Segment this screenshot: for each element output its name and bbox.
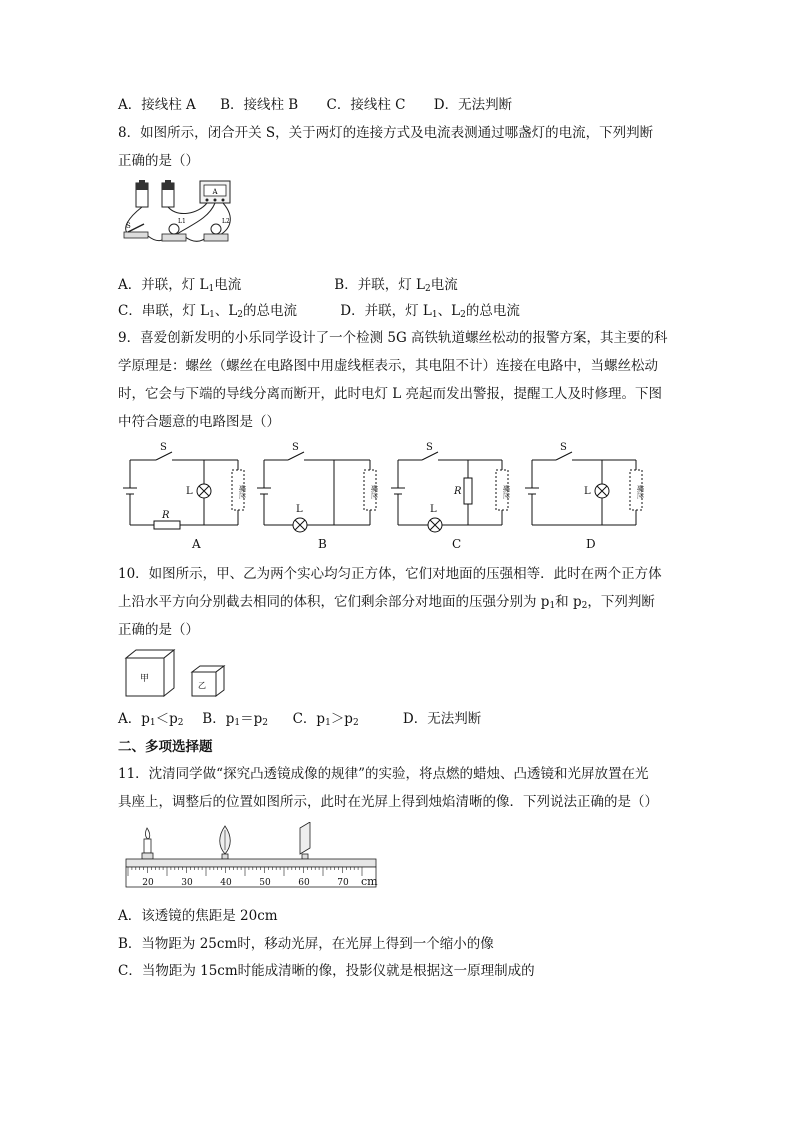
lamp-l2-label: L2 [222,218,230,225]
svg-text:螺丝: 螺丝 [502,485,510,499]
switch-icon [422,452,438,460]
q7-option-d: D．无法判断 [433,97,513,113]
ruler-unit: cm [361,875,378,888]
q9-circuit-diagrams [120,438,660,552]
ammeter-label: A [212,188,218,196]
convex-lens-icon [220,826,231,859]
circuit-b-label: B [318,537,327,551]
ammeter-icon [200,181,230,203]
circuit-a [123,452,244,529]
ruler-tick-label: 50 [259,878,271,888]
svg-text:螺丝: 螺丝 [636,485,644,499]
q7-option-a: A．接线柱 A [118,97,196,113]
cube-yi [192,666,224,696]
ruler-tick-label: 70 [337,878,349,888]
q7-option-c: C．接线柱 C [326,97,406,113]
q10-options [118,709,481,733]
q8-options-row2 [118,301,520,325]
q11-optical-bench-figure [120,822,380,892]
switch-icon [288,452,304,460]
lamp-l1-label: L1 [178,218,186,225]
q9-stem-line3: 时，它会与下端的导线分离而断开，此时电灯 L 亮起而发出警报，提醒工人及时修理。下图 [118,386,663,402]
cube-jia-label: 甲 [140,674,150,684]
svg-text:L: L [296,504,303,515]
svg-text:S: S [560,442,567,453]
q10-stem-line1: 10．如图所示，甲、乙为两个实心均匀正方体，它们对地面的压强相等．此时在两个正方体 [118,566,662,582]
circuit-c-label: C [452,537,462,551]
ruler-tick-label: 20 [142,878,154,888]
q8-option-a: A．并联，灯 $L_1$电流 [118,277,242,294]
section-heading: 二、多项选择题 [118,739,213,755]
switch-label: S [126,222,131,230]
q11-option-a: A．该透镜的焦距是 20cm [118,908,278,924]
battery-icon [136,180,148,207]
q11-stem-line1: 11．沈清同学做“探究凸透镜成像的规律”的实验，将点燃的蜡烛、凸透镜和光屏放置在光 [118,766,649,782]
switch-icon [556,452,572,460]
svg-text:S: S [160,442,167,453]
q7-option-b: B．接线柱 B [220,97,299,113]
q8-stem-line2: 正确的是（） [118,153,199,169]
resistor-icon [464,478,472,504]
q8-option-c: C．串联，灯 $L_1$、$L_2$的总电流 [118,303,298,320]
q10-option-d: D．无法判断 [402,711,482,727]
cube-yi-label: 乙 [198,681,206,690]
light-screen-icon [300,822,310,859]
ruler-tick-label: 40 [220,878,232,888]
q9-stem-line4: 中符合题意的电路图是（） [118,414,280,430]
q10-option-b: B．$p_1=p_2$ [202,711,268,728]
q11-stem-line2: 具座上，调整后的位置如图所示，此时在光屏上得到烛焰清晰的像．下列说法正确的是（） [118,794,658,810]
svg-text:R: R [162,510,170,521]
q10-stem-line3: 正确的是（） [118,622,199,638]
q10-stem-line2: 上沿水平方向分别截去相同的体积，它们剩余部分对地面的压强分别为 $p_1$和 $p_2$，下列判断 [118,594,655,611]
svg-text:S: S [292,442,299,453]
circuit-d-label: D [586,537,596,551]
svg-text:螺丝: 螺丝 [370,485,378,499]
switch-icon [156,452,172,460]
svg-text:螺丝: 螺丝 [238,485,246,499]
q8-stem-line1: 8．如图所示，闭合开关 S，关于两灯的连接方式及电流表测通过哪盏灯的电流，下列判断 [118,125,654,141]
svg-text:L: L [584,486,591,497]
circuit-c [391,452,508,532]
q9-stem-line1: 9．喜爱创新发明的小乐同学设计了一个检测 5G 高铁轨道螺丝松动的报警方案，其主要的科 [118,330,668,346]
svg-text:L: L [186,486,193,497]
svg-text:S: S [426,442,433,453]
candle-icon [142,828,153,859]
q10-option-a: A．$p_1<p_2$ [118,711,184,728]
q8-options-row1 [118,275,458,299]
svg-text:R: R [454,486,462,497]
q8-circuit-figure [118,178,240,248]
circuit-a-label: A [192,537,201,551]
q11-option-b: B．当物距为 25cm时，移动光屏，在光屏上得到一个缩小的像 [118,936,494,952]
lamp-l1-icon [162,218,186,241]
q10-cubes-figure [124,648,236,700]
cube-jia [126,650,174,696]
ruler-tick-label: 30 [181,878,193,888]
q8-option-d: D．并联，灯 $L_1$、$L_2$的总电流 [340,303,520,320]
q7-options [118,95,512,115]
q11-option-c: C．当物距为 15cm时能成清晰的像，投影仪就是根据这一原理制成的 [118,963,535,979]
q9-stem-line2: 学原理是：螺丝（螺丝在电路图中用虚线框表示，其电阻不计）连接在电路中，当螺丝松动 [118,358,658,374]
q8-option-b: B．并联，灯 $L_2$电流 [334,277,458,294]
battery-icon [162,180,174,207]
q10-option-c: C．$p_1>p_2$ [292,711,359,728]
resistor-icon [154,521,180,529]
bench-rail [126,859,376,867]
switch-icon [124,222,148,238]
circuit-b [257,452,376,532]
svg-text:L: L [430,504,437,515]
ruler-tick-label: 60 [298,878,310,888]
